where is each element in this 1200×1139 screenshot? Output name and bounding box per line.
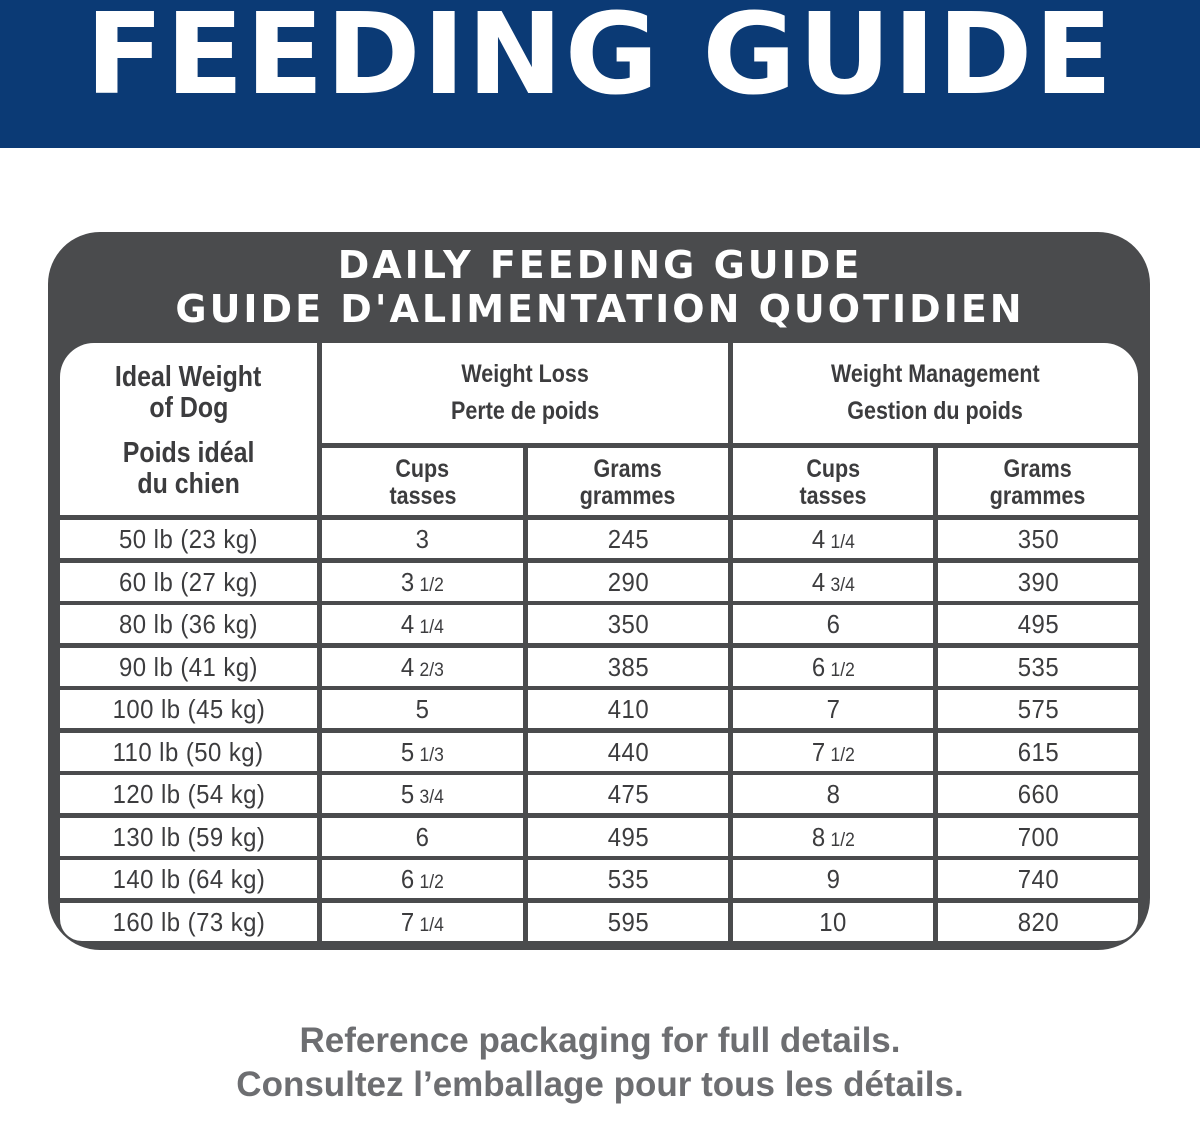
cell-value: 245 (607, 523, 649, 554)
cell-loss-grams (528, 690, 728, 728)
fraction: 1/4 (414, 914, 444, 936)
footer-note-en: Reference packaging for full details. (299, 1021, 901, 1060)
cell-loss-cups (322, 648, 523, 686)
fraction: 1/3 (414, 744, 444, 766)
fraction: 1/2 (825, 829, 855, 851)
cell-value: 385 (607, 651, 649, 682)
cell-value: 90 lb (41 kg) (119, 651, 258, 682)
cell-value: 120 lb (54 kg) (112, 778, 265, 809)
cell-value: 7 1/2 (811, 736, 855, 767)
cell-mgmt-cups (733, 733, 933, 771)
cell-value: 350 (1017, 523, 1059, 554)
cell-weight (60, 775, 317, 813)
subheader-loss-cups (322, 448, 523, 515)
cell-value: 6 1/2 (811, 651, 855, 682)
cell-mgmt-cups (733, 648, 933, 686)
cell-value: 7 1/4 (401, 906, 444, 937)
cell-mgmt-grams (938, 690, 1138, 728)
banner-title: FEEDING GUIDE (85, 0, 1115, 120)
weight-loss-en: Weight Loss (461, 360, 589, 388)
cell-value: 390 (1017, 566, 1059, 597)
cell-mgmt-cups (733, 563, 933, 601)
subheader-label-fr: tasses (389, 481, 456, 510)
subheader-label-en: Grams (593, 454, 663, 483)
fraction: 1/4 (825, 531, 855, 553)
cell-value: 50 lb (23 kg) (119, 523, 258, 554)
cell-value: 60 lb (27 kg) (119, 566, 258, 597)
cell-value: 495 (607, 821, 649, 852)
cell-value: 535 (607, 863, 649, 894)
subheader-label-fr: grammes (990, 481, 1086, 510)
cell-value: 4 1/4 (811, 523, 855, 554)
cell-value: 495 (1017, 608, 1059, 639)
cell-loss-grams (528, 775, 728, 813)
cell-weight (60, 860, 317, 898)
cell-value: 100 lb (45 kg) (112, 693, 265, 724)
cell-mgmt-cups (733, 690, 933, 728)
cell-value: 820 (1017, 906, 1059, 937)
weight-loss-header (322, 343, 728, 443)
cell-mgmt-cups (733, 605, 933, 643)
cell-value: 5 (415, 693, 430, 724)
cell-mgmt-cups (733, 860, 933, 898)
cell-mgmt-grams (938, 648, 1138, 686)
subheader-label-en: Cups (806, 454, 860, 483)
cell-value: 4 3/4 (811, 566, 855, 597)
cell-value: 6 (826, 608, 840, 639)
cell-loss-grams (528, 733, 728, 771)
ideal-weight-fr-1: Poids idéal (122, 437, 255, 469)
footer-note-fr: Consultez l’emballage pour tous les détails. (236, 1065, 964, 1104)
cell-mgmt-grams (938, 520, 1138, 558)
fraction: 2/3 (414, 659, 444, 681)
fraction: 3/4 (414, 786, 444, 808)
cell-loss-grams (528, 648, 728, 686)
cell-loss-cups (322, 818, 523, 856)
cell-mgmt-cups (733, 903, 933, 941)
cell-mgmt-cups (733, 818, 933, 856)
subheader-label-en: Grams (1003, 454, 1073, 483)
cell-value: 290 (607, 566, 649, 597)
cell-value: 80 lb (36 kg) (119, 608, 258, 639)
cell-value: 350 (607, 608, 649, 639)
cell-loss-cups (322, 563, 523, 601)
cell-mgmt-grams (938, 860, 1138, 898)
fraction: 1/2 (414, 574, 444, 596)
weight-loss-fr: Perte de poids (450, 397, 600, 425)
cell-value: 7 (826, 693, 840, 724)
cell-value: 440 (607, 736, 649, 767)
cell-value: 740 (1017, 863, 1059, 894)
cell-mgmt-cups (733, 775, 933, 813)
cell-loss-cups (322, 520, 523, 558)
cell-loss-cups (322, 690, 523, 728)
table-title-fr: GUIDE D'ALIMENTATION QUOTIDIEN (175, 287, 1025, 331)
ideal-weight-en-1: Ideal Weight (115, 361, 262, 393)
cell-mgmt-grams (938, 903, 1138, 941)
cell-weight (60, 648, 317, 686)
subheader-mgmt-cups (733, 448, 933, 515)
cell-value: 4 2/3 (401, 651, 444, 682)
cell-mgmt-grams (938, 818, 1138, 856)
cell-weight (60, 903, 317, 941)
cell-value: 10 (819, 906, 847, 937)
cell-value: 475 (607, 778, 649, 809)
fraction: 1/2 (825, 659, 855, 681)
cell-weight (60, 605, 317, 643)
cell-value: 140 lb (64 kg) (112, 863, 265, 894)
cell-value: 660 (1017, 778, 1059, 809)
cell-weight (60, 520, 317, 558)
cell-value: 4 1/4 (401, 608, 444, 639)
cell-loss-cups (322, 903, 523, 941)
cell-weight (60, 690, 317, 728)
cell-value: 6 1/2 (401, 863, 444, 894)
cell-loss-grams (528, 520, 728, 558)
cell-value: 410 (607, 693, 649, 724)
cell-loss-cups (322, 733, 523, 771)
cell-loss-cups (322, 775, 523, 813)
subheader-loss-grams (528, 448, 728, 515)
weight-management-header (733, 343, 1138, 443)
cell-weight (60, 733, 317, 771)
subheader-mgmt-grams (938, 448, 1138, 515)
table-title-en: DAILY FEEDING GUIDE (337, 243, 863, 287)
cell-loss-grams (528, 818, 728, 856)
fraction: 1/2 (825, 744, 855, 766)
cell-loss-grams (528, 563, 728, 601)
weight-management-fr: Gestion du poids (847, 397, 1024, 425)
cell-value: 5 1/3 (401, 736, 444, 767)
cell-mgmt-grams (938, 605, 1138, 643)
subheader-label-en: Cups (395, 454, 450, 483)
subheader-label-fr: grammes (580, 481, 676, 510)
cell-value: 6 (415, 821, 430, 852)
cell-value: 9 (826, 863, 840, 894)
banner (0, 0, 1200, 148)
cell-value: 3 (415, 523, 430, 554)
ideal-weight-en-2: of Dog (149, 392, 228, 424)
cell-value: 5 3/4 (401, 778, 444, 809)
fraction: 1/4 (414, 616, 444, 638)
cell-weight (60, 818, 317, 856)
cell-loss-cups (322, 605, 523, 643)
cell-weight (60, 563, 317, 601)
cell-mgmt-cups (733, 520, 933, 558)
cell-loss-grams (528, 860, 728, 898)
cell-mgmt-grams (938, 563, 1138, 601)
cell-value: 700 (1017, 821, 1059, 852)
subheader-label-fr: tasses (799, 481, 867, 510)
cell-mgmt-grams (938, 775, 1138, 813)
ideal-weight-header (60, 343, 317, 515)
cell-value: 110 lb (50 kg) (113, 736, 264, 767)
weight-management-en: Weight Management (831, 360, 1040, 388)
fraction: 1/2 (414, 871, 444, 893)
cell-value: 8 (826, 778, 840, 809)
cell-loss-cups (322, 860, 523, 898)
ideal-weight-fr-2: du chien (137, 468, 240, 500)
cell-value: 595 (607, 906, 649, 937)
cell-value: 8 1/2 (811, 821, 855, 852)
cell-value: 130 lb (59 kg) (112, 821, 265, 852)
cell-value: 535 (1017, 651, 1059, 682)
cell-value: 575 (1017, 693, 1059, 724)
cell-value: 160 lb (73 kg) (112, 906, 265, 937)
cell-mgmt-grams (938, 733, 1138, 771)
cell-value: 3 1/2 (401, 566, 444, 597)
fraction: 3/4 (825, 574, 855, 596)
cell-value: 615 (1017, 736, 1059, 767)
cell-loss-grams (528, 605, 728, 643)
cell-loss-grams (528, 903, 728, 941)
